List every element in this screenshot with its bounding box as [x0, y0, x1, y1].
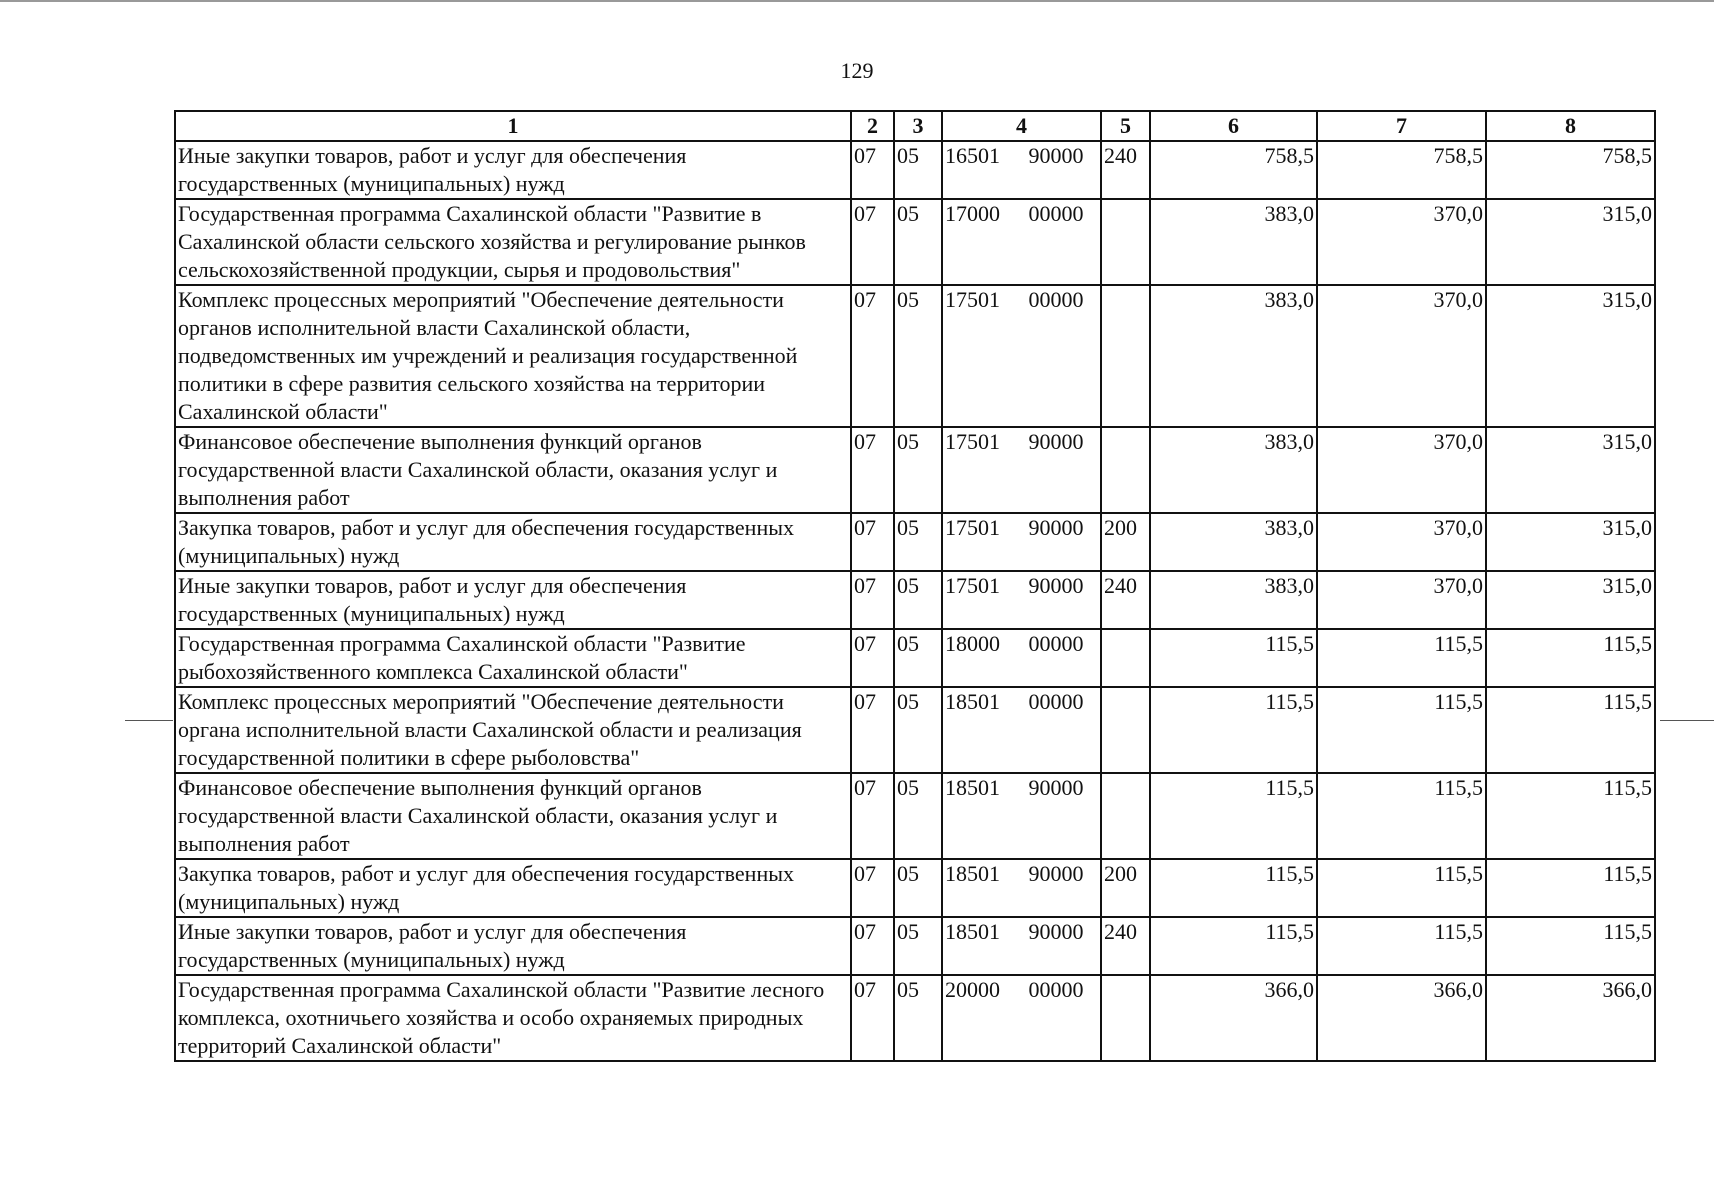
subsection-code: 05	[894, 629, 942, 687]
table-row	[175, 513, 1655, 571]
target-article-code	[942, 199, 1101, 285]
target-article-code	[942, 513, 1101, 571]
row-description: Закупка товаров, работ и услуг для обеспечения государственных (муниципальных) нужд	[175, 859, 851, 917]
target-article-program: 20000	[945, 977, 1000, 1002]
subsection-code: 05	[894, 687, 942, 773]
amount-year-2: 115,5	[1317, 859, 1486, 917]
target-article-program: 17501	[945, 573, 1000, 598]
target-article-program: 18501	[945, 689, 1000, 714]
column-header: 2	[851, 111, 894, 141]
expense-type-code: 200	[1101, 513, 1150, 571]
expense-type-code: 200	[1101, 859, 1150, 917]
table-header-row	[175, 111, 1655, 141]
target-article-code	[942, 773, 1101, 859]
amount-year-1: 383,0	[1150, 571, 1317, 629]
section-code: 07	[851, 513, 894, 571]
table-row	[175, 917, 1655, 975]
target-article-direction: 90000	[1028, 515, 1084, 540]
target-article-parts	[945, 860, 1098, 888]
table-row	[175, 141, 1655, 199]
target-article-direction: 00000	[1028, 689, 1084, 714]
amount-year-2: 370,0	[1317, 285, 1486, 427]
subsection-code: 05	[894, 141, 942, 199]
amount-year-2: 115,5	[1317, 773, 1486, 859]
fold-line-right	[1660, 720, 1714, 721]
column-header: 4	[942, 111, 1101, 141]
target-article-program: 18501	[945, 919, 1000, 944]
expense-type-code	[1101, 773, 1150, 859]
row-description: Иные закупки товаров, работ и услуг для обеспечения государственных (муниципальных) нужд	[175, 917, 851, 975]
column-header: 7	[1317, 111, 1486, 141]
section-code: 07	[851, 687, 894, 773]
table-row	[175, 975, 1655, 1061]
row-description: Финансовое обеспечение выполнения функций органов государственной власти Сахалинской области, оказания услуг и выполнения работ	[175, 773, 851, 859]
target-article-code	[942, 427, 1101, 513]
section-code: 07	[851, 427, 894, 513]
expense-type-code	[1101, 199, 1150, 285]
amount-year-2: 370,0	[1317, 427, 1486, 513]
target-article-direction: 90000	[1028, 919, 1084, 944]
scan-top-edge	[0, 0, 1714, 2]
target-article-parts	[945, 976, 1098, 1004]
row-description: Комплекс процессных мероприятий "Обеспечение деятельности органа исполнительной власти Сахалинской области и реализация государственной политики в сфере рыболовства"	[175, 687, 851, 773]
amount-year-3: 115,5	[1486, 773, 1655, 859]
amount-year-1: 383,0	[1150, 513, 1317, 571]
expense-type-code	[1101, 975, 1150, 1061]
target-article-parts	[945, 286, 1098, 314]
row-description: Государственная программа Сахалинской области "Развитие лесного комплекса, охотничьего хозяйства и особо охраняемых природных территорий Сахалинской области"	[175, 975, 851, 1061]
expense-type-code: 240	[1101, 571, 1150, 629]
target-article-parts	[945, 774, 1098, 802]
table-row	[175, 859, 1655, 917]
amount-year-1: 383,0	[1150, 427, 1317, 513]
column-header: 6	[1150, 111, 1317, 141]
column-header: 3	[894, 111, 942, 141]
subsection-code: 05	[894, 975, 942, 1061]
amount-year-1: 383,0	[1150, 285, 1317, 427]
target-article-parts	[945, 688, 1098, 716]
expense-type-code	[1101, 285, 1150, 427]
target-article-parts	[945, 630, 1098, 658]
table-body	[175, 141, 1655, 1061]
target-article-program: 17501	[945, 287, 1000, 312]
row-description: Государственная программа Сахалинской области "Развитие в Сахалинской области сельского хозяйства и регулирование рынков сельскохозяйственной продукции, сырья и продовольствия"	[175, 199, 851, 285]
amount-year-3: 315,0	[1486, 513, 1655, 571]
subsection-code: 05	[894, 285, 942, 427]
column-header: 5	[1101, 111, 1150, 141]
subsection-code: 05	[894, 917, 942, 975]
amount-year-2: 115,5	[1317, 629, 1486, 687]
section-code: 07	[851, 859, 894, 917]
amount-year-3: 115,5	[1486, 629, 1655, 687]
target-article-program: 17000	[945, 201, 1000, 226]
section-code: 07	[851, 917, 894, 975]
table-row	[175, 629, 1655, 687]
amount-year-3: 115,5	[1486, 917, 1655, 975]
amount-year-2: 758,5	[1317, 141, 1486, 199]
target-article-direction: 90000	[1028, 775, 1084, 800]
section-code: 07	[851, 571, 894, 629]
subsection-code: 05	[894, 859, 942, 917]
target-article-direction: 90000	[1028, 861, 1084, 886]
target-article-direction: 90000	[1028, 573, 1084, 598]
target-article-parts	[945, 200, 1098, 228]
amount-year-1: 115,5	[1150, 687, 1317, 773]
amount-year-2: 115,5	[1317, 687, 1486, 773]
target-article-direction: 00000	[1028, 287, 1084, 312]
expense-type-code	[1101, 687, 1150, 773]
amount-year-3: 115,5	[1486, 859, 1655, 917]
amount-year-3: 366,0	[1486, 975, 1655, 1061]
section-code: 07	[851, 975, 894, 1061]
row-description: Иные закупки товаров, работ и услуг для обеспечения государственных (муниципальных) нужд	[175, 141, 851, 199]
target-article-parts	[945, 428, 1098, 456]
section-code: 07	[851, 773, 894, 859]
table-row	[175, 427, 1655, 513]
target-article-program: 18000	[945, 631, 1000, 656]
target-article-code	[942, 975, 1101, 1061]
subsection-code: 05	[894, 427, 942, 513]
subsection-code: 05	[894, 199, 942, 285]
amount-year-1: 366,0	[1150, 975, 1317, 1061]
budget-table	[174, 110, 1656, 1062]
target-article-program: 17501	[945, 515, 1000, 540]
target-article-code	[942, 285, 1101, 427]
amount-year-3: 315,0	[1486, 571, 1655, 629]
target-article-parts	[945, 918, 1098, 946]
amount-year-2: 370,0	[1317, 199, 1486, 285]
amount-year-1: 115,5	[1150, 859, 1317, 917]
column-header: 8	[1486, 111, 1655, 141]
table-row	[175, 571, 1655, 629]
target-article-direction: 00000	[1028, 977, 1084, 1002]
row-description: Иные закупки товаров, работ и услуг для обеспечения государственных (муниципальных) нужд	[175, 571, 851, 629]
target-article-parts	[945, 142, 1098, 170]
target-article-direction: 00000	[1028, 631, 1084, 656]
amount-year-3: 315,0	[1486, 285, 1655, 427]
expense-type-code: 240	[1101, 917, 1150, 975]
section-code: 07	[851, 199, 894, 285]
amount-year-3: 315,0	[1486, 427, 1655, 513]
table-row	[175, 199, 1655, 285]
amount-year-1: 115,5	[1150, 773, 1317, 859]
target-article-direction: 90000	[1028, 143, 1084, 168]
target-article-direction: 00000	[1028, 201, 1084, 226]
amount-year-2: 370,0	[1317, 571, 1486, 629]
amount-year-3: 758,5	[1486, 141, 1655, 199]
row-description: Государственная программа Сахалинской области "Развитие рыбохозяйственного комплекса Сахалинской области"	[175, 629, 851, 687]
amount-year-3: 315,0	[1486, 199, 1655, 285]
target-article-program: 17501	[945, 429, 1000, 454]
target-article-program: 18501	[945, 861, 1000, 886]
amount-year-1: 115,5	[1150, 629, 1317, 687]
subsection-code: 05	[894, 513, 942, 571]
page-number: 129	[840, 58, 874, 83]
target-article-code	[942, 571, 1101, 629]
target-article-code	[942, 917, 1101, 975]
amount-year-3: 115,5	[1486, 687, 1655, 773]
amount-year-2: 366,0	[1317, 975, 1486, 1061]
row-description: Финансовое обеспечение выполнения функций органов государственной власти Сахалинской области, оказания услуг и выполнения работ	[175, 427, 851, 513]
amount-year-1: 758,5	[1150, 141, 1317, 199]
target-article-code	[942, 141, 1101, 199]
table-row	[175, 773, 1655, 859]
section-code: 07	[851, 141, 894, 199]
row-description: Комплекс процессных мероприятий "Обеспечение деятельности органов исполнительной власти Сахалинской области, подведомственных им учреждений и реализация государственной политики в сфере развития сельского хозяйства на территории Сахалинской области"	[175, 285, 851, 427]
row-description: Закупка товаров, работ и услуг для обеспечения государственных (муниципальных) нужд	[175, 513, 851, 571]
expense-type-code	[1101, 629, 1150, 687]
table-row	[175, 687, 1655, 773]
subsection-code: 05	[894, 773, 942, 859]
target-article-code	[942, 687, 1101, 773]
amount-year-1: 115,5	[1150, 917, 1317, 975]
section-code: 07	[851, 285, 894, 427]
section-code: 07	[851, 629, 894, 687]
target-article-program: 18501	[945, 775, 1000, 800]
fold-line-left	[125, 720, 173, 721]
amount-year-1: 383,0	[1150, 199, 1317, 285]
target-article-parts	[945, 514, 1098, 542]
amount-year-2: 370,0	[1317, 513, 1486, 571]
target-article-direction: 90000	[1028, 429, 1084, 454]
target-article-program: 16501	[945, 143, 1000, 168]
target-article-code	[942, 859, 1101, 917]
column-header: 1	[175, 111, 851, 141]
amount-year-2: 115,5	[1317, 917, 1486, 975]
expense-type-code: 240	[1101, 141, 1150, 199]
target-article-code	[942, 629, 1101, 687]
table-row	[175, 285, 1655, 427]
target-article-parts	[945, 572, 1098, 600]
expense-type-code	[1101, 427, 1150, 513]
subsection-code: 05	[894, 571, 942, 629]
